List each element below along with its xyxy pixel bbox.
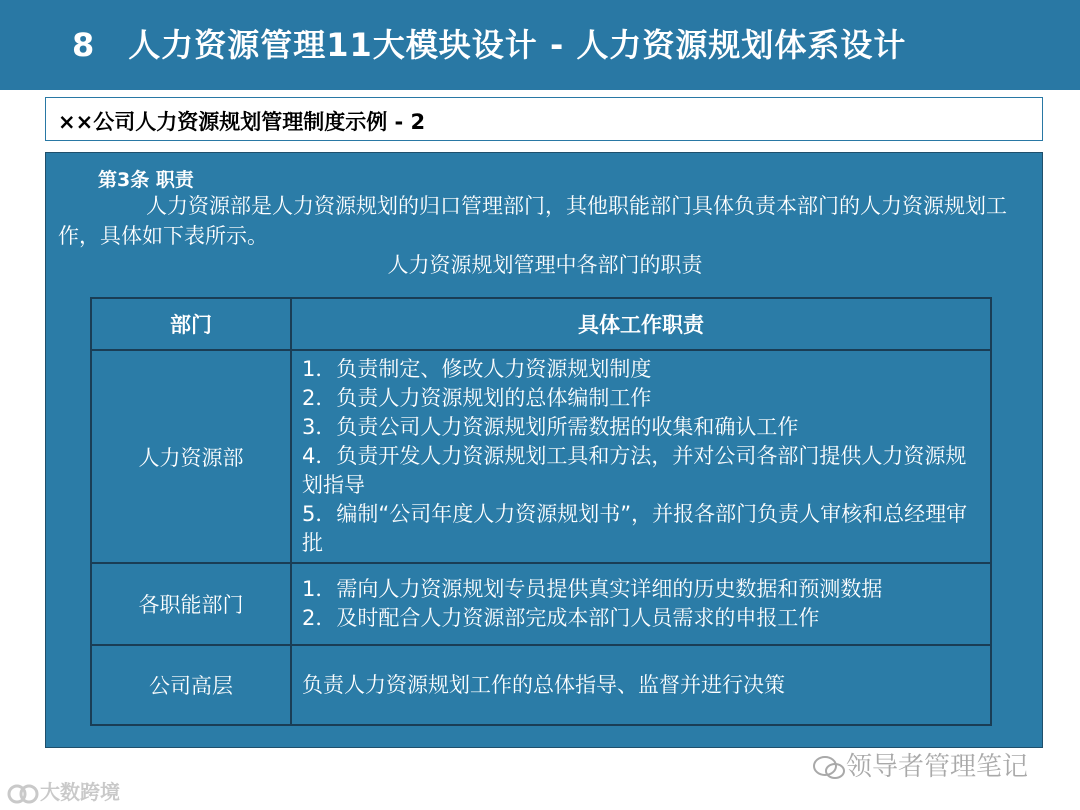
- table-header-row: [91, 298, 991, 350]
- page-title: 8 人力资源管理11大模块设计 - 人力资源规划体系设计: [72, 26, 907, 64]
- duty-item: 3．负责公司人力资源规划所需数据的收集和确认工作: [302, 415, 799, 439]
- duty-item: 2．及时配合人力资源部完成本部门人员需求的申报工作: [302, 606, 820, 630]
- duty-table: [90, 297, 992, 726]
- watermark-logo-icon: [6, 781, 40, 807]
- duty-item: 5．编制“公司年度人力资源规划书”，并报各部门负责人审核和总经理审批: [302, 502, 968, 555]
- watermark-right-text: 领导者管理笔记: [846, 752, 1029, 782]
- header-dept: 部门: [91, 298, 291, 350]
- duty-item: 2．负责人力资源规划的总体编制工作: [302, 386, 652, 410]
- wechat-icon: [812, 755, 846, 781]
- content-panel: [45, 152, 1043, 748]
- subtitle-box: [45, 97, 1043, 141]
- header-duty: 具体工作职责: [291, 298, 991, 350]
- subtitle: ××公司人力资源规划管理制度示例 - 2: [58, 110, 426, 134]
- article-heading: 第3条 职责: [98, 169, 194, 191]
- duty-cell: [291, 350, 991, 563]
- dept-cell: 人力资源部: [91, 350, 291, 563]
- dept-cell: 公司高层: [91, 645, 291, 725]
- article-body: 人力资源部是人力资源规划的归口管理部门，其他职能部门具体负责本部门的人力资源规划工作，具体如下表所示。: [58, 194, 1007, 248]
- watermark-left-text: 大数跨境: [40, 780, 120, 804]
- duty-item: 1．负责制定、修改人力资源规划制度: [302, 357, 652, 381]
- duty-cell: [291, 563, 991, 645]
- duty-item: 4．负责开发人力资源规划工具和方法，并对公司各部门提供人力资源规划指导: [302, 444, 967, 497]
- watermark-right: [812, 746, 1028, 783]
- table-caption: 人力资源规划管理中各部门的职责: [387, 253, 703, 277]
- header-bar: [0, 0, 1080, 90]
- duty-cell: [291, 645, 991, 725]
- duty-item: 1．需向人力资源规划专员提供真实详细的历史数据和预测数据: [302, 577, 883, 601]
- duty-item: 负责人力资源规划工作的总体指导、监督并进行决策: [302, 672, 785, 697]
- table-row: [91, 563, 991, 645]
- dept-cell: 各职能部门: [91, 563, 291, 645]
- watermark-left: [6, 776, 120, 807]
- table-row: [91, 350, 991, 563]
- table-row: [91, 645, 991, 725]
